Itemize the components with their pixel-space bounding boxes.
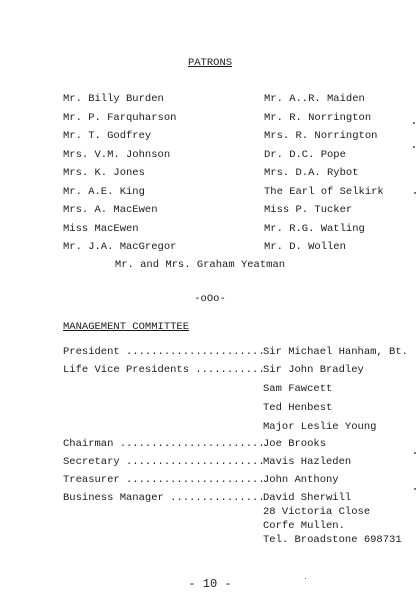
patron-name: Mr. J.A. MacGregor xyxy=(63,241,177,253)
role-holder: Ted Henbest xyxy=(263,402,333,414)
business-manager-address xyxy=(263,505,402,547)
role-holder: David Sherwill xyxy=(263,492,352,504)
scan-speck xyxy=(413,122,415,124)
patron-name: Mr. D. Wollen xyxy=(264,241,346,253)
role-label: Treasurer ...................... xyxy=(63,474,265,486)
patron-name: Mr. R. Norrington xyxy=(264,111,372,124)
patrons-heading: PATRONS xyxy=(187,57,233,69)
role-holder: Joe Brooks xyxy=(263,438,327,450)
patron-name: Mr. A.E. King xyxy=(63,185,145,198)
role-label: Chairman ....................... xyxy=(63,438,265,450)
scan-speck xyxy=(414,488,416,490)
patron-name: Mr. P. Farquharson xyxy=(63,111,177,124)
secretary-row xyxy=(63,453,413,472)
scan-speck xyxy=(305,578,306,579)
section-divider: -oOo- xyxy=(194,293,226,305)
patron-name: Dr. D.C. Pope xyxy=(264,148,346,161)
role-holder: Sam Fawcett xyxy=(263,383,333,395)
role-label: President ...................... xyxy=(63,346,265,358)
patron-name: Mrs. K. Jones xyxy=(63,167,145,179)
patron-final-line: Mr. and Mrs. Graham Yeatman xyxy=(114,259,286,271)
page-number: - 10 - xyxy=(188,577,232,591)
management-heading: MANAGEMENT COMMITTEE xyxy=(63,321,190,333)
role-holder: John Anthony xyxy=(263,474,339,486)
role-label: Business Manager ............... xyxy=(63,492,265,504)
patron-name: Miss P. Tucker xyxy=(264,204,353,216)
role-holder: Major Leslie Young xyxy=(263,421,377,433)
scan-speck xyxy=(414,192,416,194)
role-holder: Sir John Bradley xyxy=(263,364,364,376)
patron-name: Mrs. V.M. Johnson xyxy=(63,148,171,161)
address-line: Tel. Broadstone 698731 xyxy=(263,534,402,546)
life-vice-presidents-row xyxy=(63,361,413,380)
patron-name: Mr. R.G. Watling xyxy=(264,222,365,235)
role-holder: Sir Michael Hanham, Bt. xyxy=(263,346,408,358)
patron-name: Mrs. R. Norrington xyxy=(264,130,378,142)
patron-name: Mrs. A. MacEwen xyxy=(63,204,158,216)
role-holder: Mavis Hazleden xyxy=(263,456,352,468)
patrons-left-column xyxy=(63,90,176,257)
patron-name: Mr. T. Godfrey xyxy=(63,130,152,142)
president-row xyxy=(63,343,413,362)
address-line: 28 Victoria Close xyxy=(263,506,371,518)
scan-speck xyxy=(413,146,415,148)
patron-name: Mr. A..R. Maiden xyxy=(264,93,365,105)
treasurer-row xyxy=(63,471,413,490)
address-line: Corfe Mullen. xyxy=(263,520,345,532)
patrons-right-column xyxy=(264,90,384,257)
patron-name: The Earl of Selkirk xyxy=(264,185,384,198)
chairman-row xyxy=(63,435,413,454)
patron-name: Mrs. D.A. Rybot xyxy=(264,167,359,179)
role-label: Secretary ...................... xyxy=(63,456,265,468)
scan-speck xyxy=(414,452,416,454)
role-label: Life Vice Presidents ........... xyxy=(63,364,265,376)
patron-name: Miss MacEwen xyxy=(63,222,139,235)
patron-name: Mr. Billy Burden xyxy=(63,93,164,105)
